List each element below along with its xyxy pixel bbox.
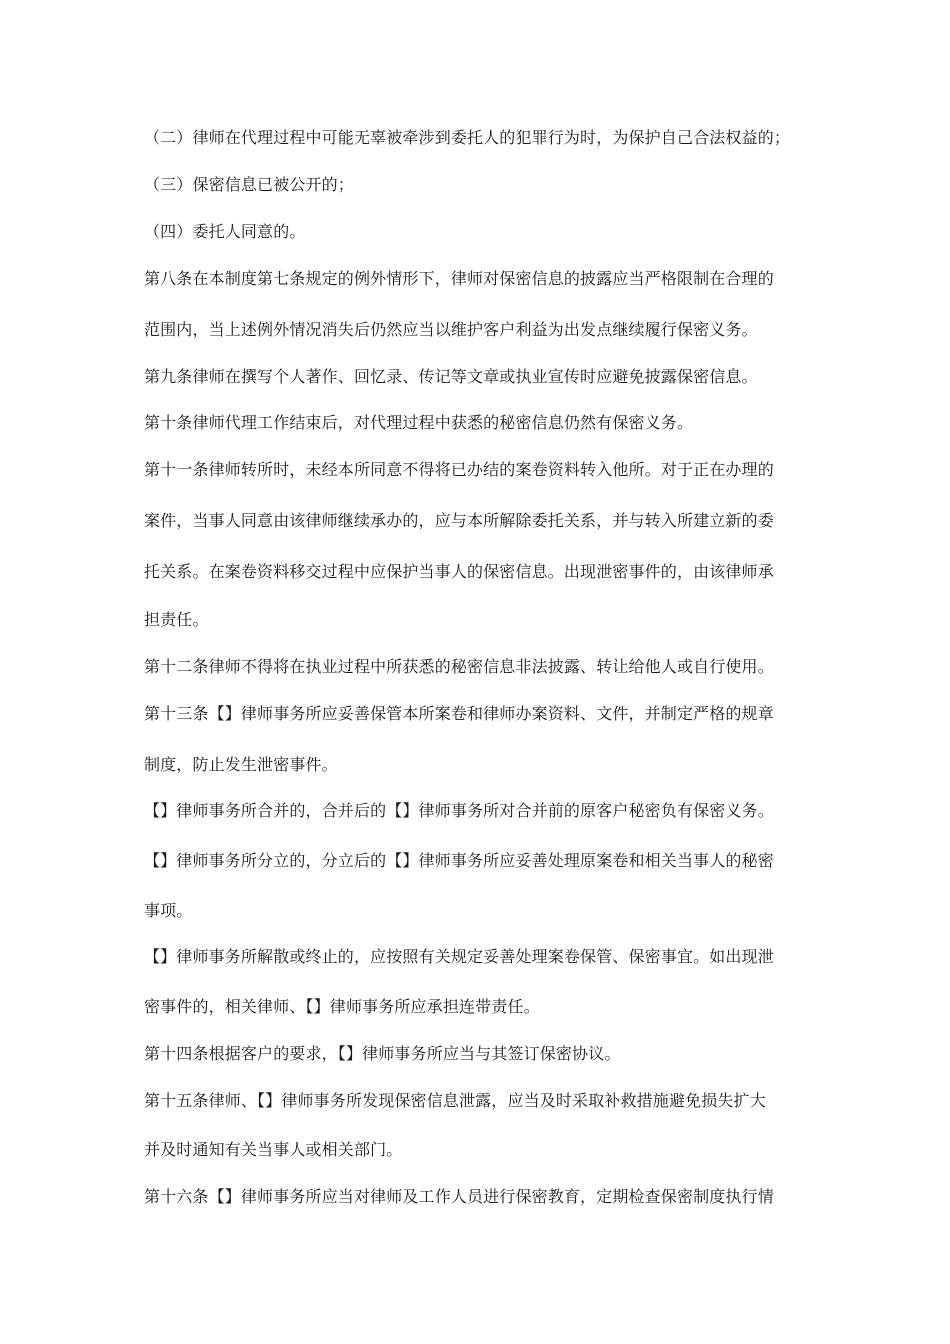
text-line: 范围内，当上述例外情况消失后仍然应当以维护客户利益为出发点继续履行保密义务。 bbox=[144, 320, 758, 339]
text-line: 担责任。 bbox=[144, 610, 209, 629]
text-line: 第十条律师代理工作结束后，对代理过程中获悉的秘密信息仍然有保密义务。 bbox=[144, 413, 694, 432]
text-line: （三）保密信息已被公开的； bbox=[144, 175, 354, 194]
text-line: 第十四条根据客户的要求，【】律师事务所应当与其签订保密协议。 bbox=[144, 1044, 621, 1063]
text-line: 【】律师事务所解散或终止的，应按照有关规定妥善处理案卷保管、保密事宜。如出现泄 bbox=[144, 947, 774, 966]
text-line: 制度，防止发生泄密事件。 bbox=[144, 755, 338, 774]
text-line: 第十二条律师不得将在执业过程中所获悉的秘密信息非法披露、转让给他人或自行使用。 bbox=[144, 657, 774, 676]
text-line: 【】律师事务所合并的，合并后的【】律师事务所对合并前的原客户秘密负有保密义务。 bbox=[144, 801, 774, 820]
text-line: （二）律师在代理过程中可能无辜被牵涉到委托人的犯罪行为时，为保护自己合法权益的； bbox=[144, 128, 791, 147]
text-line: 并及时通知有关当事人或相关部门。 bbox=[144, 1140, 403, 1159]
text-line: 第十六条【】律师事务所应当对律师及工作人员进行保密教育，定期检查保密制度执行情 bbox=[144, 1187, 774, 1206]
text-line: 第十三条【】律师事务所应妥善保管本所案卷和律师办案资料、文件，并制定严格的规章 bbox=[144, 704, 774, 723]
text-line: 托关系。在案卷资料移交过程中应保护当事人的保密信息。出现泄密事件的，由该律师承 bbox=[144, 562, 774, 581]
text-line: 第九条律师在撰写个人著作、回忆录、传记等文章或执业宣传时应避免披露保密信息。 bbox=[144, 367, 758, 386]
text-line: 密事件的，相关律师、【】律师事务所应承担连带责任。 bbox=[144, 997, 540, 1016]
text-line: 第八条在本制度第七条规定的例外情形下，律师对保密信息的披露应当严格限制在合理的 bbox=[144, 269, 774, 288]
text-line: 第十五条律师、【】律师事务所发现保密信息泄露，应当及时采取补救措施避免损失扩大 bbox=[144, 1091, 766, 1110]
text-line: 第十一条律师转所时，未经本所同意不得将已办结的案卷资料转入他所。对于正在办理的 bbox=[144, 460, 774, 479]
text-line: 【】律师事务所分立的，分立后的【】律师事务所应妥善处理原案卷和相关当事人的秘密 bbox=[144, 851, 774, 870]
text-line: （四）委托人同意的。 bbox=[144, 222, 306, 241]
text-line: 事项。 bbox=[144, 901, 193, 920]
text-line: 案件，当事人同意由该律师继续承办的，应与本所解除委托关系，并与转入所建立新的委 bbox=[144, 511, 774, 530]
